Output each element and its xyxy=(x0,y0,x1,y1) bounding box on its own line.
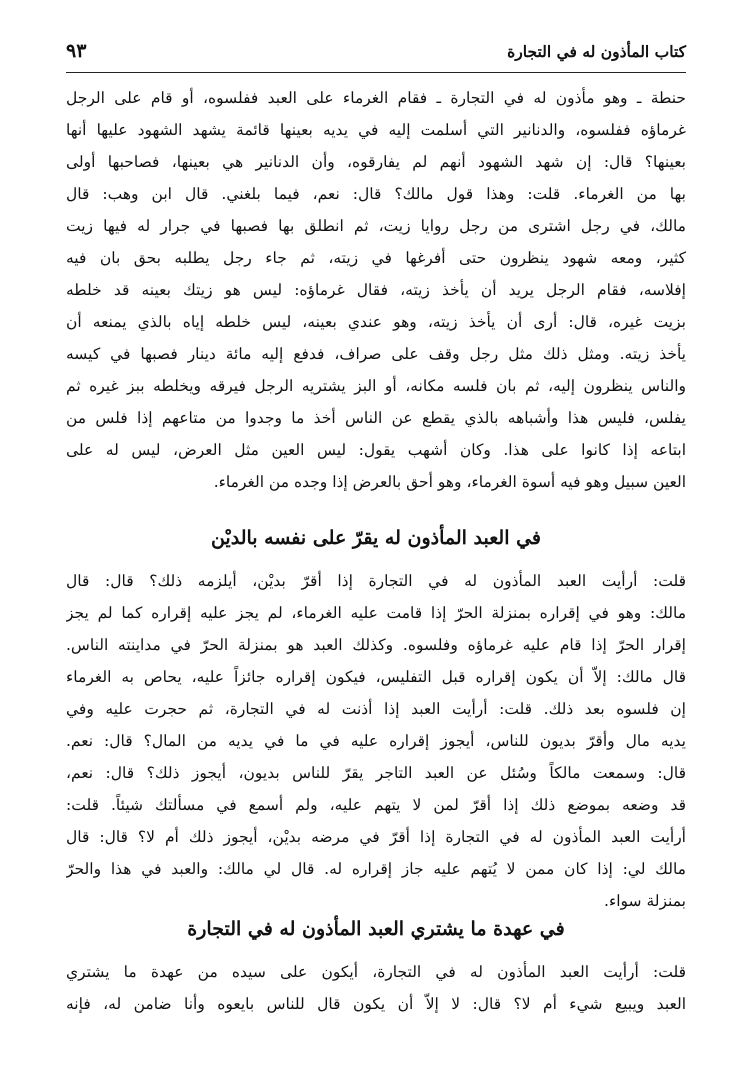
text-line: قلت: أرأيت العبد المأذون له في التجارة، أيكون على سيده من عهدة ما يشتري xyxy=(66,963,686,981)
page-header xyxy=(66,40,686,73)
text-line: قال مالك: إلاّ أن يكون إقراره قبل التفليس، فيكون إقراره جائزاً عليه، يحاص به الغرماء xyxy=(66,668,686,686)
text-line: مالك: وهو في إقراره بمنزلة الحرّ إذا قامت عليه الغرماء، لم يجز عليه إقراره كما لم يجز xyxy=(66,604,686,622)
text-line: قد وضعه بموضع ذلك إذا أقرّ لمن لا يتهم عليه، ولم أسمع في مسألتك شيئاً. قلت: xyxy=(66,796,686,814)
text-line: حنطة ـ وهو مأذون له في التجارة ـ فقام الغرماء على العبد ففلسوه، أو قام على الرجل xyxy=(66,89,686,107)
text-line: يفلس، فليس هذا وأشباهه بالذي يقطع عن الناس أخذ ما وجدوا من متاعهم إذا فلس من xyxy=(66,409,686,427)
text-line: إقرار الحرّ إذا قام عليه غرماؤه وفلسوه. وكذلك العبد هو بمنزلة الحرّ في مداينته الناس. xyxy=(66,636,686,654)
text-line: العين سبيل وهو فيه أسوة الغرماء، وهو أحق بالعرض إذا وجده من الغرماء. xyxy=(213,473,686,491)
text-line: مالك، في رجل اشترى من رجل روايا زيت، ثم انطلق بها فصبها في جرار له فيها زيت xyxy=(66,217,686,235)
text-line: إن فلسوه بعد ذلك. قلت: أرأيت العبد إذا أذنت له في التجارة، ثم حجرت عليه وفي xyxy=(66,700,686,718)
text-line: أرأيت العبد المأذون له في التجارة إذا أقرّ في مرضه بديْن، أيجوز ذلك أم لا؟ قال: قال xyxy=(66,828,686,846)
paragraph-3 xyxy=(66,956,686,1020)
text-line: غرماؤه ففلسوه، والدنانير التي أسلمت إليه في يديه بعينها قائمة يشهد الشهود عليها أنها xyxy=(66,121,686,139)
section-heading: في عهدة ما يشتري العبد المأذون له في التجارة xyxy=(187,918,565,940)
text-line: يديه مال وأقرّ بديون للناس، أيجوز إقراره عليه في ما في يديه من المال؟ قال: نعم. xyxy=(66,732,686,750)
text-line: يأخذ زيته. ومثل ذلك مثل رجل وقف على صراف، فدفع إليه مائة دينار فصبها في كيسه xyxy=(66,345,686,363)
text-line: العبد ويبيع شيء أم لا؟ قال: لا إلاّ أن يكون قال للناس بايعوه وأنا ضامن له، فإنه xyxy=(66,995,686,1013)
paragraph-2 xyxy=(66,565,686,917)
paragraph-1 xyxy=(66,82,686,498)
text-line: والناس ينظرون إليه، ثم بان فلسه مكانه، أو البز يشتريه الرجل فيرقه ويخلطه ببز غيره ثم xyxy=(66,377,686,395)
text-line: قلت: أرأيت العبد المأذون له في التجارة إذا أقرّ بديْن، أيلزمه ذلك؟ قال: قال xyxy=(66,572,686,590)
page-number: ٩٣ xyxy=(66,40,87,62)
text-line: كثير، ومعه شهود ينظرون حتى أفرغها في زيته، ثم جاء رجل يطلبه بحق بان فيه xyxy=(66,249,686,267)
text-line: بزيت غيره، قال: أرى أن يأخذ زيته، وهو عندي بعينه، ليس خلطه إياه بالذي يمنعه أن xyxy=(66,313,686,331)
text-line: إفلاسه، فقام الرجل يريد أن يأخذ زيته، فقال غرماؤه: ليس هو زيتك بعينه قد خلطه xyxy=(66,281,686,299)
text-line: بعينها؟ قال: إن شهد الشهود أنهم لم يفارقوه، وأن الدنانير هي بعينها، فصاحبها أولى xyxy=(66,153,686,171)
text-line: ابتاعه إذا كانوا على هذا. وكان أشهب يقول: ليس العين مثل العرض، ليس له على xyxy=(66,441,686,459)
text-line: مالك لي: إذا كان ممن لا يُتهم عليه جاز إقراره له. قال لي مالك: والعبد في هذا والحرّ xyxy=(66,860,686,878)
text-line: بها من الغرماء. قلت: وهذا قول مالك؟ قال: نعم، فيما بلغني. قال ابن وهب: قال xyxy=(66,185,686,203)
section-heading: في العبد المأذون له يقرّ على نفسه بالديْن xyxy=(210,527,542,549)
text-line: قال: وسمعت مالكاً وسُئل عن العبد التاجر يقرّ للناس بديون، أيجوز ذلك؟ قال: نعم، xyxy=(66,764,686,782)
text-line: بمنزلة سواء. xyxy=(604,892,686,910)
running-title: كتاب المأذون له في التجارة xyxy=(507,42,686,61)
